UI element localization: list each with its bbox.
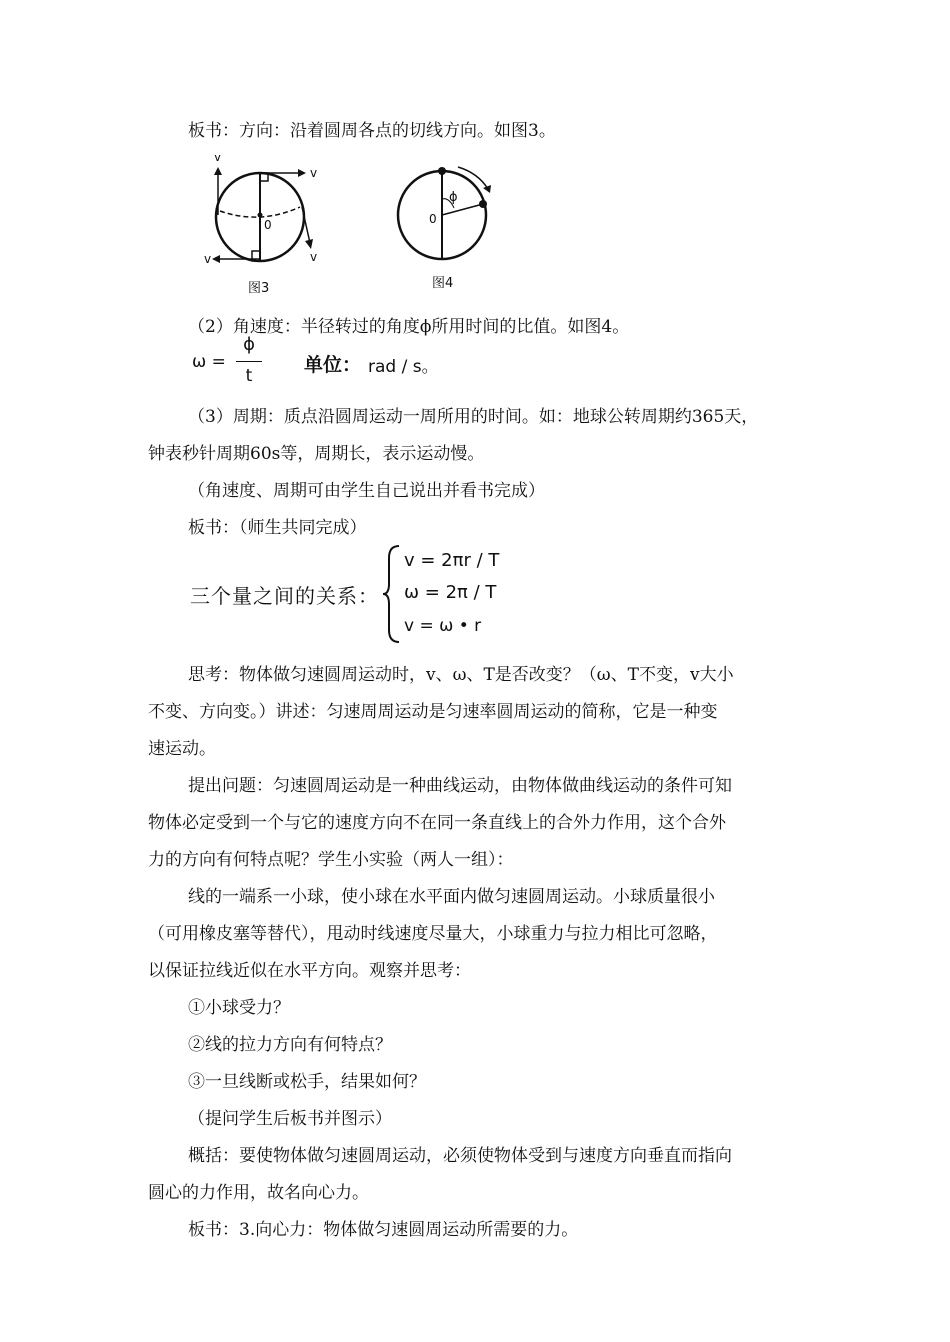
board-note-direction: 板书：方向：沿着圆周各点的切线方向。如图3。 xyxy=(188,121,556,141)
thinking-question: 思考：物体做匀速圆周运动时，v、ω、T是否改变？（ω、T不变，v大小 xyxy=(188,665,734,685)
relation-label: 三个量之间的关系： xyxy=(190,584,379,608)
relation-eq2: ω = 2π / T xyxy=(404,582,497,603)
angular-velocity-definition: （2）角速度：半径转过的角度ϕ所用时间的比值。如图4。 xyxy=(188,317,630,337)
fig3-velocity-label-right: v xyxy=(310,166,318,180)
note-self-study: （角速度、周期可由学生自己说出并看书完成） xyxy=(188,481,545,501)
experiment-observe: 以保证拉线近似在水平方向。观察并思考： xyxy=(148,961,471,981)
unit-value: rad / s。 xyxy=(368,357,439,377)
fig3-caption: 图3 xyxy=(248,281,270,295)
figure-4-angular-velocity-diagram xyxy=(392,155,502,295)
experiment-step: 线的一端系一小球，使小球在水平面内做匀速圆周运动。小球质量很小 xyxy=(188,887,715,907)
fig3-velocity-label-bottom-left: v xyxy=(204,252,212,266)
experiment-detail: （可用橡皮塞等替代），甩动时线速度尽量大，小球重力与拉力相比可忽略， xyxy=(148,924,718,944)
fig4-caption: 图4 xyxy=(432,276,454,291)
omega-lhs: ω = xyxy=(192,352,226,372)
relation-eq1: v = 2πr / T xyxy=(404,550,500,571)
observe-item-2: ②线的拉力方向有何特点？ xyxy=(188,1035,392,1055)
fraction-bar xyxy=(236,361,262,362)
thinking-answer: 不变、方向变。）讲述：匀速周周运动是匀速率圆周运动的简称，它是一种变 xyxy=(148,702,718,722)
note-board-and-figure: （提问学生后板书并图示） xyxy=(188,1109,392,1129)
fig4-center-label: 0 xyxy=(429,212,437,226)
left-brace xyxy=(383,544,401,644)
summary-line-1: 概括：要使物体做匀速圆周运动，必须使物体受到与速度方向垂直而指向 xyxy=(188,1146,732,1166)
question-end: 力的方向有何特点呢？学生小实验（两人一组）： xyxy=(148,850,514,870)
question-body: 物体必定受到一个与它的速度方向不在同一条直线上的合外力作用，这个合外 xyxy=(148,813,726,833)
summary-line-2: 圆心的力作用，故名向心力。 xyxy=(148,1183,369,1203)
fig3-velocity-label-left: v xyxy=(214,155,222,164)
figure-3-tangent-velocity-diagram xyxy=(196,155,336,295)
fig3-velocity-label-bottom-right: v xyxy=(310,250,318,264)
observe-item-3: ③一旦线断或松手，结果如何？ xyxy=(188,1072,426,1092)
board-note-joint: 板书：（师生共同完成） xyxy=(188,518,367,538)
angular-velocity-formula xyxy=(192,334,592,390)
relation-eq3: v = ω • r xyxy=(404,616,482,636)
observe-item-1: ①小球受力？ xyxy=(188,998,290,1018)
unit-label: 单位： xyxy=(304,354,362,376)
omega-denominator: t xyxy=(245,366,253,386)
fig3-center-label: 0 xyxy=(264,218,272,232)
omega-numerator: ϕ xyxy=(243,334,255,355)
question-intro: 提出问题：匀速圆周运动是一种曲线运动，由物体做曲线运动的条件可知 xyxy=(188,776,732,796)
three-quantities-relation xyxy=(190,544,550,644)
period-definition: （3）周期：质点沿圆周运动一周所用的时间。如：地球公转周期约365天， xyxy=(188,407,759,427)
thinking-conclusion: 速运动。 xyxy=(148,739,216,759)
period-example: 钟表秒针周期60s等，周期长，表示运动慢。 xyxy=(148,444,485,464)
board-note-centripetal-force: 板书：3.向心力：物体做匀速圆周运动所需要的力。 xyxy=(188,1220,579,1240)
fig4-angle-label: ϕ xyxy=(449,190,458,205)
